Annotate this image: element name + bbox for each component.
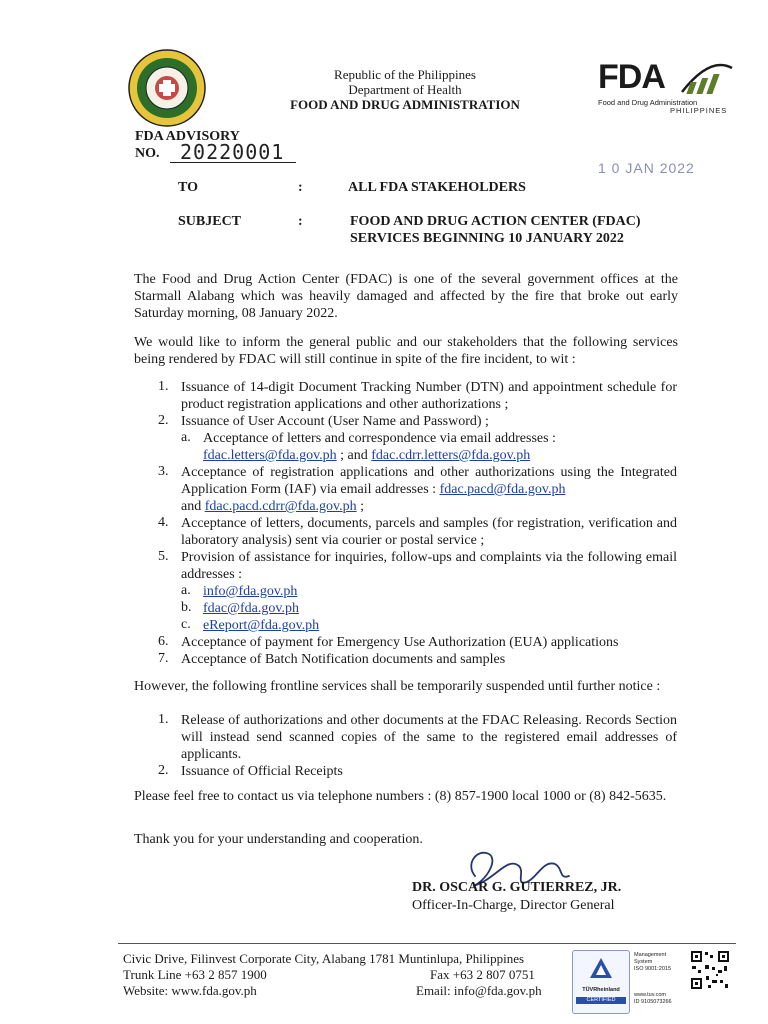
cert-url: www.tuv.com bbox=[634, 992, 666, 998]
list-item-number: 5. bbox=[158, 549, 169, 564]
list-item-letter: c. bbox=[181, 617, 191, 632]
advisory-no-label: NO. bbox=[135, 146, 160, 161]
email-link-fdac-pacd-cdrr[interactable]: fdac.pacd.cdrr@fda.gov.ph bbox=[204, 499, 357, 514]
to-colon: : bbox=[298, 180, 303, 195]
fda-logo bbox=[594, 58, 736, 114]
service-item-5: Provision of assistance for inquiries, follow-ups and complaints via the following email addresses : bbox=[181, 550, 677, 582]
service-item-3-text: Acceptance of registration applications and other authorizations using the Integrated Application Form (IAF) via email addresses : bbox=[181, 465, 677, 497]
fda-logo-subtitle: Food and Drug Administration bbox=[598, 98, 698, 107]
list-item-letter: b. bbox=[181, 600, 192, 615]
list-item-number: 3. bbox=[158, 464, 169, 479]
list-item-number: 4. bbox=[158, 515, 169, 530]
email-link-fdac-cdrr-letters[interactable]: fdac.cdrr.letters@fda.gov.ph bbox=[371, 448, 531, 463]
email-separator: ; and bbox=[336, 448, 372, 463]
list-item-number: 1. bbox=[158, 712, 169, 727]
email-link-fdac-letters[interactable]: fdac.letters@fda.gov.ph bbox=[203, 448, 337, 463]
list-item-number: 6. bbox=[158, 634, 169, 649]
paragraph-intro: The Food and Drug Action Center (FDAC) is one of the several government offices at the Starmall Alabang which was heavily damaged and affected by the fire that broke out early Saturday morning, 08 January 2022. bbox=[134, 272, 678, 321]
list-item-number: 2. bbox=[158, 763, 169, 778]
list-item-number: 2. bbox=[158, 413, 169, 428]
service-item-6: Acceptance of payment for Emergency Use Authorization (EUA) applications bbox=[181, 635, 619, 650]
list-item-number: 7. bbox=[158, 651, 169, 666]
email-link-fdac-pacd[interactable]: fdac.pacd@fda.gov.ph bbox=[439, 482, 566, 497]
service-item-3-and: and bbox=[181, 499, 205, 514]
service-item-3-cont bbox=[181, 498, 677, 515]
service-item-3 bbox=[181, 464, 677, 498]
fda-logo-country: PHILIPPINES bbox=[670, 106, 728, 115]
paragraph-contact: Please feel free to contact us via telephone numbers : (8) 857-1900 local 1000 or (8) 842-5635. bbox=[134, 789, 667, 804]
service-item-1: Issuance of 14-digit Document Tracking Number (DTN) and appointment schedule for product registration applications and other authorizations ; bbox=[181, 380, 677, 412]
service-item-7: Acceptance of Batch Notification documents and samples bbox=[181, 652, 506, 667]
tuv-certified-label: CERTIFIED bbox=[576, 997, 626, 1004]
email-link-fdac[interactable]: fdac@fda.gov.ph bbox=[203, 601, 299, 616]
list-item-number: 1. bbox=[158, 379, 169, 394]
suspended-item-2: Issuance of Official Receipts bbox=[181, 764, 343, 779]
footer-divider bbox=[118, 943, 736, 944]
header-republic: Republic of the Philippines bbox=[334, 67, 476, 82]
suspended-item-1: Release of authorizations and other documents at the FDAC Releasing. Records Section will instead send scanned copies of the same to the registered email addresses of applicants. bbox=[181, 713, 677, 762]
qr-code-icon bbox=[690, 950, 730, 990]
footer-website: Website: www.fda.gov.ph bbox=[123, 983, 257, 998]
paragraph-inform: We would like to inform the general public and our stakeholders that the following services being rendered by FDAC will still continue in spite of the fire incident, to wit : bbox=[134, 335, 678, 367]
header-department: Department of Health bbox=[348, 82, 462, 97]
advisory-title: FDA ADVISORY bbox=[135, 129, 240, 144]
fda-logo-swoosh-icon bbox=[680, 62, 734, 96]
cert-system: System bbox=[634, 959, 653, 965]
advisory-no-value: 20220001 bbox=[180, 140, 285, 164]
header-agency: FOOD AND DRUG ADMINISTRATION bbox=[290, 97, 520, 112]
service-item-4: Acceptance of letters, documents, parcels and samples (for registration, verification and laboratory analysis) sent via courier or postal service ; bbox=[181, 516, 677, 548]
subject-line-1: FOOD AND DRUG ACTION CENTER (FDAC) bbox=[350, 214, 641, 229]
subject-label: SUBJECT bbox=[178, 214, 242, 229]
date-received-stamp: 1 0 JAN 2022 bbox=[598, 160, 695, 176]
footer-address: Civic Drive, Filinvest Corporate City, Alabang 1781 Muntinlupa, Philippines bbox=[123, 951, 525, 966]
service-item-2a: Acceptance of letters and correspondence via email addresses : bbox=[203, 431, 556, 446]
tuv-triangle-icon bbox=[589, 957, 613, 979]
cert-id: ID 9105073266 bbox=[634, 999, 672, 1005]
email-link-ereport[interactable]: eReport@fda.gov.ph bbox=[203, 618, 320, 633]
tuv-brand: TÜVRheinland bbox=[582, 987, 620, 993]
to-label: TO bbox=[178, 180, 198, 195]
service-item-3-end: ; bbox=[356, 499, 365, 514]
service-item-2: Issuance of User Account (User Name and Password) ; bbox=[181, 414, 489, 429]
signatory-title: Officer-In-Charge, Director General bbox=[412, 898, 615, 913]
signatory-name: DR. OSCAR G. GUTIERREZ, JR. bbox=[412, 880, 622, 895]
cert-management: Management bbox=[634, 952, 667, 958]
paragraph-thanks: Thank you for your understanding and cooperation. bbox=[134, 832, 423, 847]
email-link-info[interactable]: info@fda.gov.ph bbox=[203, 584, 298, 599]
fda-logo-mark: FDA bbox=[598, 58, 665, 96]
footer-trunk-line: Trunk Line +63 2 857 1900 bbox=[123, 967, 267, 982]
list-item-letter: a. bbox=[181, 583, 191, 598]
footer-email: Email: info@fda.gov.ph bbox=[416, 983, 542, 998]
subject-line-2: SERVICES BEGINNING 10 JANUARY 2022 bbox=[350, 231, 624, 246]
cert-iso: ISO 9001:2015 bbox=[634, 966, 672, 972]
paragraph-suspended: However, the following frontline services shall be temporarily suspended until further notice : bbox=[134, 679, 661, 694]
to-value: ALL FDA STAKEHOLDERS bbox=[348, 180, 526, 195]
subject-colon: : bbox=[298, 214, 303, 229]
tuv-certification-badge bbox=[572, 950, 630, 1014]
footer-fax: Fax +63 2 807 0751 bbox=[430, 967, 535, 982]
doh-seal-logo bbox=[127, 48, 207, 128]
service-item-2a-emails bbox=[203, 447, 677, 464]
list-item-letter: a. bbox=[181, 430, 191, 445]
